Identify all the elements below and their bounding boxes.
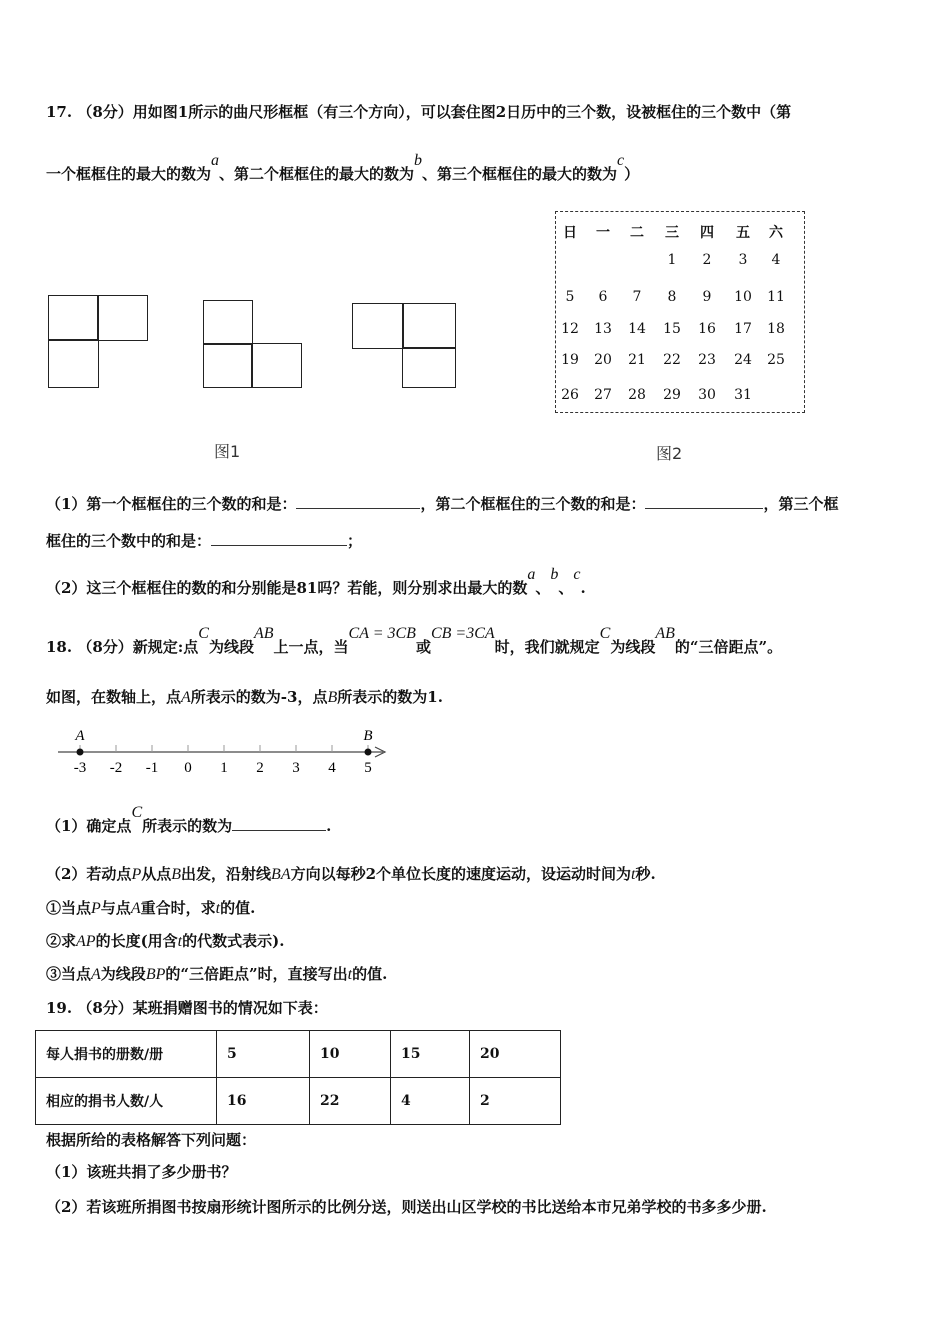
q18-item1 (46, 898, 255, 919)
axis-tick-label: 2 (256, 760, 264, 776)
var: A (130, 900, 141, 917)
table-cell: 15 (391, 1031, 470, 1078)
text: 、第三个框框住的最大的数为 (422, 165, 618, 183)
text: 、第二个框框住的最大的数为 (219, 165, 415, 183)
axis-tick-label: 0 (184, 760, 192, 776)
var: AB (655, 625, 675, 642)
table-cell: 10 (310, 1031, 391, 1078)
shape2-cell (203, 300, 253, 345)
calendar-day: 26 (561, 387, 579, 403)
var: C (131, 804, 143, 821)
var: P (131, 866, 142, 883)
calendar-day: 27 (594, 387, 612, 403)
text: 18. （8分）新规定:点 (46, 638, 199, 656)
figure-2-label: 图2 (656, 444, 683, 463)
text: 所表示的数为1. (337, 688, 443, 706)
table-row (36, 1031, 561, 1078)
text: 所表示的数为 (142, 817, 233, 835)
var-c: c (573, 566, 581, 583)
calendar-day: 24 (734, 352, 752, 368)
calendar-day: 29 (663, 387, 681, 403)
equation: CA = 3CB (348, 625, 416, 642)
text: 为线段 (610, 638, 656, 656)
text: （1）确定点 (46, 817, 132, 835)
axis-tick-label: -3 (73, 760, 87, 776)
calendar-day: 23 (698, 352, 716, 368)
text: 如图，在数轴上，点 (46, 688, 182, 706)
text: （2）这三个框框住的数的和分别能是81吗？若能，则分别求出最大的数 (46, 579, 528, 597)
answer-blank[interactable] (232, 816, 326, 831)
shape3-cell (352, 303, 404, 349)
shape1-cell (97, 295, 148, 341)
calendar-day: 21 (628, 352, 646, 368)
calendar-day: 7 (632, 289, 642, 305)
var: C (599, 625, 611, 642)
text: 的代数式表示). (182, 932, 285, 950)
text: ③当点 (46, 965, 92, 983)
shape2-cell (251, 343, 302, 388)
q18-line2 (46, 687, 443, 708)
var: BP (145, 966, 166, 983)
calendar-day: 5 (565, 289, 575, 305)
calendar-day: 10 (734, 289, 752, 305)
axis-tick-label: -2 (109, 760, 123, 776)
answer-blank[interactable] (296, 494, 420, 509)
text: 从点 (141, 865, 172, 883)
q19-title: 19. （8分）某班捐赠图书的情况如下表： (46, 999, 328, 1017)
q17-part1-cont (46, 531, 362, 551)
var-c: c (617, 152, 625, 169)
calendar-day: 28 (628, 387, 646, 403)
q17-part1 (46, 494, 838, 514)
table-cell: 相应的捐书人数/人 (36, 1078, 217, 1125)
calendar-day: 16 (698, 321, 716, 337)
point-marker (365, 749, 372, 756)
text: （2）若动点 (46, 865, 132, 883)
calendar-header: 五 (736, 225, 750, 241)
calendar-day: 6 (598, 289, 608, 305)
var: t (347, 966, 353, 983)
table-cell: 16 (217, 1078, 310, 1125)
q19-after: 根据所给的表格解答下列问题： (46, 1131, 257, 1149)
calendar-day: 9 (702, 289, 712, 305)
calendar (555, 211, 805, 413)
point-marker (77, 749, 84, 756)
var: B (171, 866, 182, 883)
var: BA (271, 866, 291, 883)
var: t (177, 933, 183, 950)
text: . (580, 579, 586, 597)
var: P (91, 900, 101, 917)
var: AP (76, 933, 96, 950)
shape2-cell (203, 343, 253, 388)
calendar-day: 19 (561, 352, 579, 368)
q17-part2 (46, 566, 586, 599)
var: t (631, 866, 636, 883)
axis-tick-label: 3 (292, 760, 300, 776)
text: 所表示的数为-3，点 (190, 688, 328, 706)
equation: CB =3CA (430, 625, 495, 642)
calendar-day: 20 (594, 352, 612, 368)
q17-line1: 17. （8分）用如图1所示的曲尺形框框（有三个方向），可以套住图2日历中的三个数，设被框住的三个数中（第 (46, 103, 792, 121)
text: 的值. (220, 899, 256, 917)
text: 上一点，当 (273, 638, 349, 656)
shape1-cell (48, 295, 99, 341)
axis-tick-label: 5 (364, 760, 372, 776)
calendar-day: 25 (767, 352, 785, 368)
q18-line1 (46, 625, 783, 658)
text: 时，我们就规定 (494, 638, 600, 656)
calendar-header: 三 (665, 225, 679, 241)
text: ，第二个框框住的三个数的和是： (420, 495, 646, 513)
calendar-header: 四 (700, 225, 714, 241)
calendar-day: 12 (561, 321, 579, 337)
text: ①当点 (46, 899, 92, 917)
text: 、 (558, 579, 574, 597)
shape3-cell (402, 303, 456, 349)
var: C (198, 625, 209, 642)
var-b: b (550, 566, 559, 583)
var-a: a (211, 152, 220, 169)
shape3-cell (402, 347, 456, 388)
text: 、 (535, 579, 551, 597)
answer-blank[interactable] (211, 531, 347, 546)
text: 重合时，求 (140, 899, 216, 917)
text: 为线段 (208, 638, 254, 656)
text: 出发，沿射线 (181, 865, 272, 883)
table-cell: 5 (217, 1031, 310, 1078)
var: A (91, 966, 101, 983)
text: 的“三倍距点”。 (674, 638, 783, 656)
q18-part1 (46, 804, 332, 837)
text: ； (347, 532, 363, 550)
text: 框住的三个数中的和是： (46, 532, 212, 550)
var: t (215, 900, 221, 917)
text: 的“三倍距点”时，直接写出 (165, 965, 348, 983)
var: B (327, 689, 338, 706)
table-cell: 4 (391, 1078, 470, 1125)
calendar-day: 18 (767, 321, 785, 337)
calendar-day: 13 (594, 321, 612, 337)
calendar-header: 二 (630, 225, 644, 241)
calendar-day: 15 (663, 321, 681, 337)
axis-tick-label: 4 (328, 760, 336, 776)
axis-tick-label: -1 (145, 760, 159, 776)
calendar-day: 2 (702, 252, 712, 268)
q19-part1: （1）该班共捐了多少册书？ (46, 1163, 237, 1181)
text: 的值. (352, 965, 388, 983)
text: 秒. (635, 865, 656, 883)
text: 的长度(用含 (95, 932, 178, 950)
calendar-header: 日 (563, 225, 577, 241)
text: 一个框框住的最大的数为 (46, 165, 212, 183)
text: 为线段 (100, 965, 146, 983)
q18-part2 (46, 864, 656, 885)
var: A (181, 689, 191, 706)
text: （1）第一个框框住的三个数的和是： (46, 495, 297, 513)
calendar-day: 31 (734, 387, 752, 403)
answer-blank[interactable] (645, 494, 763, 509)
table-cell: 2 (470, 1078, 561, 1125)
var-a: a (527, 566, 536, 583)
point-label: A (75, 728, 85, 744)
table-row (36, 1078, 561, 1125)
calendar-header: 六 (769, 225, 783, 241)
calendar-day: 1 (667, 252, 677, 268)
donation-table (35, 1030, 561, 1125)
calendar-day: 11 (767, 289, 785, 305)
q18-item2 (46, 931, 284, 952)
text: 或 (415, 638, 431, 656)
calendar-header: 一 (596, 225, 610, 241)
text: . (326, 817, 332, 835)
calendar-day: 3 (738, 252, 748, 268)
figure-1-label: 图1 (214, 442, 241, 461)
var-b: b (414, 152, 423, 169)
text: ） (624, 165, 640, 183)
calendar-day: 8 (667, 289, 677, 305)
text: ②求 (46, 932, 77, 950)
table-cell: 20 (470, 1031, 561, 1078)
calendar-day: 22 (663, 352, 681, 368)
axis-tick-label: 1 (220, 760, 228, 776)
calendar-day: 4 (771, 252, 781, 268)
q17-line2 (46, 152, 640, 185)
table-cell: 22 (310, 1078, 391, 1125)
calendar-day: 17 (734, 321, 752, 337)
number-line (0, 720, 420, 780)
table-cell: 每人捐书的册数/册 (36, 1031, 217, 1078)
text: 与点 (100, 899, 131, 917)
q18-item3 (46, 964, 387, 985)
text: 方向以每秒2个单位长度的速度运动，设运动时间为 (290, 865, 632, 883)
q19-part2: （2）若该班所捐图书按扇形统计图所示的比例分送，则送出山区学校的书比送给本市兄弟学校的书多多少册. (46, 1198, 767, 1216)
var: AB (253, 625, 274, 642)
shape1-cell (48, 339, 99, 388)
point-label: B (363, 728, 373, 744)
calendar-day: 30 (698, 387, 716, 403)
calendar-day: 14 (628, 321, 646, 337)
text: ，第三个框 (763, 495, 839, 513)
